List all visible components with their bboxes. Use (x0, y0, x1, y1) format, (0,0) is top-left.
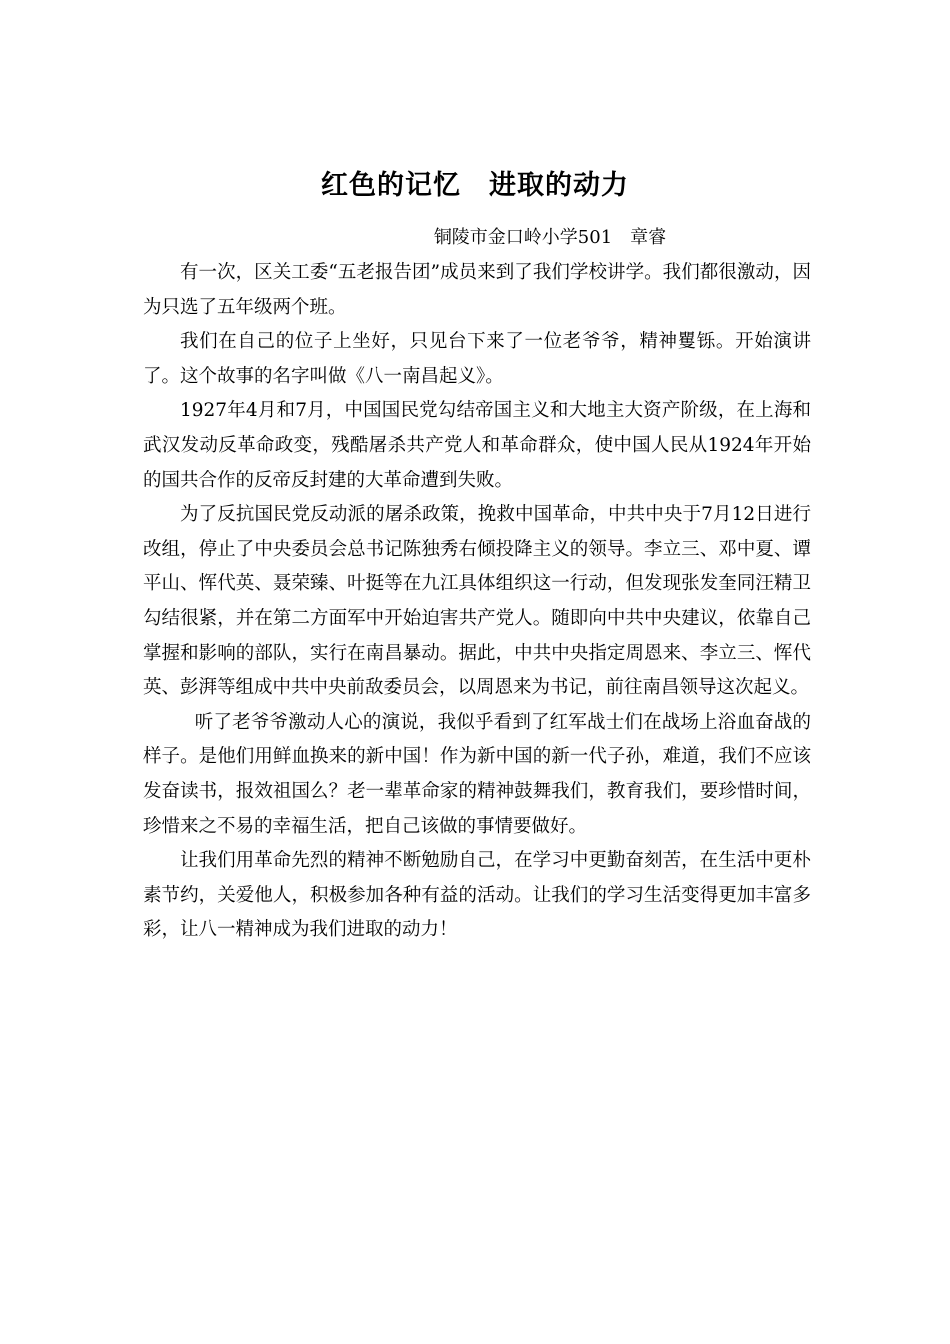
document-title: 红色的记忆 进取的动力 (321, 170, 629, 201)
paragraph-2: 我们在自己的位子上坐好，只见台下来了一位老爷爷，精神矍铄。开始演讲了。这个故事的名字叫做《八一南昌起义》。 (143, 331, 811, 387)
paragraph-3: 1927年4月和7月，中国国民党勾结帝国主义和大地主大资产阶级，在上海和武汉发动反革命政变，残酷屠杀共产党人和革命群众，使中国人民从1924年开始的国共合作的反帝反封建的大革命遭到失败。 (143, 400, 811, 491)
paragraph-1: 有一次，区关工委“五老报告团”成员来到了我们学校讲学。我们都很激动，因为只选了五年级两个班。 (143, 262, 811, 318)
paragraph-5: 听了老爷爷激动人心的演说，我似乎看到了红军战士们在战场上浴血奋战的样子。是他们用鲜血换来的新中国！作为新中国的新一代子孙，难道，我们不应该发奋读书，报效祖国么？老一辈革命家的精神鼓舞我们，教育我们，要珍惜时间，珍惜来之不易的幸福生活，把自己该做的事情要做好。 (143, 711, 811, 837)
paragraph-4: 为了反抗国民党反动派的屠杀政策，挽救中国革命，中共中央于7月12日进行改组，停止了中央委员会总书记陈独秀右倾投降主义的领导。李立三、邓中夏、谭平山、恽代英、聂荣臻、叶挺等在九江具体组织这一行动，但发现张发奎同汪精卫勾结很紧，并在第二方面军中开始迫害共产党人。随即向中共中央建议，依靠自己掌握和影响的部队，实行在南昌暴动。据此，中共中央指定周恩来、李立三、恽代英、彭湃等组成中共中央前敌委员会，以周恩来为书记，前往南昌领导这次起义。 (143, 504, 811, 699)
paragraph-6: 让我们用革命先烈的精神不断勉励自己，在学习中更勤奋刻苦，在生活中更朴素节约，关爱他人，积极参加各种有益的活动。让我们的学习生活变得更加丰富多彩，让八一精神成为我们进取的动力！ (143, 850, 811, 941)
document-body (143, 256, 811, 948)
author-byline: 铜陵市金口岭小学501 章睿 (433, 227, 667, 248)
